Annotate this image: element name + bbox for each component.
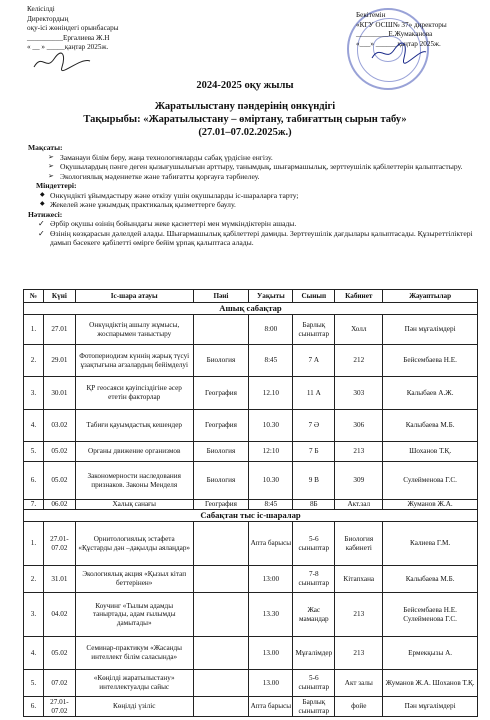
- approval-left-line: оқу-ісі жөніндегі орынбасары: [27, 24, 119, 33]
- table-cell: 05.02: [43, 442, 75, 462]
- table-cell: Калыбаева М.Б.: [383, 566, 478, 593]
- table-row: [24, 315, 478, 345]
- table-cell: 13.00: [249, 670, 293, 697]
- goals-section: [28, 143, 478, 248]
- approval-left-line: __________Ергалиева Ж.Н: [27, 33, 110, 42]
- table-cell: Биология: [193, 462, 249, 500]
- table-row: [24, 462, 478, 500]
- check-bullet-icon: ✓: [38, 228, 45, 238]
- table-cell: География: [193, 500, 249, 510]
- table-row: [24, 500, 478, 510]
- table-cell: 8Б: [293, 500, 335, 510]
- event-dates: (27.01–07.02.2025ж.): [198, 127, 292, 138]
- table-row: [24, 637, 478, 670]
- table-cell: 6.: [24, 697, 44, 717]
- table-cell: 27.01-07.02: [43, 522, 75, 566]
- diamond-bullet-icon: ◆: [40, 191, 45, 198]
- table-cell: 7 Б: [293, 442, 335, 462]
- table-cell: [193, 566, 249, 593]
- table-cell: Акт.зал: [335, 500, 383, 510]
- task-item: ◆ Жекелей және ұжымдық практикалық қызметтерге баулу.: [40, 200, 236, 209]
- table-cell: География: [193, 377, 249, 410]
- table-cell: [193, 670, 249, 697]
- approval-right-line: «___» ______қаңтар 2025ж.: [356, 39, 441, 48]
- event-title: Жаратылыстану пәндерінің онкүндігі: [154, 101, 336, 112]
- table-cell: 213: [335, 637, 383, 670]
- table-cell: Бейсембаева Н.Е.: [383, 345, 478, 377]
- academic-year: 2024-2025 оқу жылы: [196, 80, 294, 91]
- table-cell: Кітапхана: [335, 566, 383, 593]
- table-cell: [193, 637, 249, 670]
- table-cell: «Көңілді жаратылыстану» интеллектуалды сайыс: [75, 670, 193, 697]
- table-cell: 12:10: [249, 442, 293, 462]
- table-row: [24, 670, 478, 697]
- table-cell: 04.02: [43, 593, 75, 637]
- column-header: Пәні: [193, 290, 249, 303]
- table-cell: Пән мұғалімдері: [383, 315, 478, 345]
- table-cell: 12.10: [249, 377, 293, 410]
- document-title: [0, 79, 490, 139]
- tasks-heading: Міндеттері:: [36, 181, 77, 190]
- column-header: Кабинет: [335, 290, 383, 303]
- table-cell: фойе: [335, 697, 383, 717]
- table-cell: Мұғалімдер: [293, 637, 335, 670]
- signature-right-icon: [368, 40, 428, 64]
- table-cell: Калыбаев А.Ж.: [383, 377, 478, 410]
- goal-item: ➢ Экологиялық мәдениетке және табиғатты қорғауға тәрбиелеу.: [48, 171, 260, 181]
- table-cell: 7-8 сыныптар: [293, 566, 335, 593]
- table-cell: Апта барысы: [249, 697, 293, 717]
- table-cell: 7.: [24, 500, 44, 510]
- approval-left-line: « __ » _____қаңтар 2025ж.: [27, 43, 109, 52]
- section-header-row: [24, 303, 478, 315]
- table-cell: Калиева Г.М.: [383, 522, 478, 566]
- table-cell: География: [193, 410, 249, 442]
- table-cell: 06.02: [43, 500, 75, 510]
- table-cell: 303: [335, 377, 383, 410]
- table-row: [24, 442, 478, 462]
- table-cell: Калыбаева М.Б.: [383, 410, 478, 442]
- column-header: №: [24, 290, 44, 303]
- approval-left-line: Келісілді: [27, 5, 55, 13]
- approval-right-line: «КГУ ОСШ№ 37» директоры: [356, 20, 447, 29]
- table-cell: 05.02: [43, 637, 75, 670]
- table-cell: 1.: [24, 315, 44, 345]
- table-cell: Холл: [335, 315, 383, 345]
- table-cell: 03.02: [43, 410, 75, 442]
- table-cell: 5-6 сыныптар: [293, 670, 335, 697]
- table-cell: Семинар-практикум «Жасанды интеллект білім саласында»: [75, 637, 193, 670]
- table-cell: 30.01: [43, 377, 75, 410]
- check-bullet-icon: ✓: [38, 219, 45, 228]
- table-cell: 13.00: [249, 637, 293, 670]
- approval-right-line: Бекітемін: [356, 11, 386, 19]
- table-cell: Биология кабинеті: [335, 522, 383, 566]
- approval-left-block: [27, 5, 119, 53]
- signature-left-icon: [32, 51, 92, 73]
- table-row: [24, 522, 478, 566]
- section-header-row: [24, 510, 478, 522]
- table-row: [24, 410, 478, 442]
- table-cell: 29.01: [43, 345, 75, 377]
- table-cell: 213: [335, 593, 383, 637]
- event-theme: Тақырыбы: «Жаратылыстану – өміртану, табиғаттың сырын табу»: [83, 114, 407, 125]
- table-cell: Халық санағы: [75, 500, 193, 510]
- goal-item: ➢ Заманауи білім беру, жаңа технологияларды сабақ үрдісіне енгізу.: [48, 152, 273, 162]
- table-cell: Жуманов Ж.А. Шоханов Т.Қ.: [383, 670, 478, 697]
- table-cell: [193, 697, 249, 717]
- task-item: ◆ Онкүндікті ұйымдастыру және өткізу үшін оқушыларды іс-шараларға тарту;: [40, 190, 299, 200]
- table-cell: Орнитологиялық эстафета «Құстарды дән –дақылды аялаңдар»: [75, 522, 193, 566]
- table-cell: Жас мамандар: [293, 593, 335, 637]
- table-cell: Биология: [193, 442, 249, 462]
- table-cell: Апта барысы: [249, 522, 293, 566]
- table-cell: [193, 315, 249, 345]
- table-cell: 7 А: [293, 345, 335, 377]
- table-cell: 27.01: [43, 315, 75, 345]
- table-cell: 9 В: [293, 462, 335, 500]
- diamond-bullet-icon: ◆: [40, 201, 45, 207]
- table-cell: 07.02: [43, 670, 75, 697]
- table-cell: Көңілді үзіліс: [75, 697, 193, 717]
- table-cell: Коучинг «Тылым адамды таныртады, адам ғылымды дамытады»: [75, 593, 193, 637]
- table-cell: 212: [335, 345, 383, 377]
- table-cell: Бейсембаева Н.Е. Сулейменова Г.С.: [383, 593, 478, 637]
- table-header-row: [24, 290, 478, 303]
- table-cell: 05.02: [43, 462, 75, 500]
- table-cell: 6.: [24, 462, 44, 500]
- table-cell: 2.: [24, 566, 44, 593]
- table-cell: Барлық сыныптар: [293, 697, 335, 717]
- table-cell: 10.30: [249, 410, 293, 442]
- results-heading: Нәтижесі:: [28, 209, 63, 219]
- table-cell: 2.: [24, 345, 44, 377]
- table-cell: 10.30: [249, 462, 293, 500]
- column-header: Сынып: [293, 290, 335, 303]
- section-title: Ашық сабақтар: [24, 303, 478, 315]
- table-cell: 309: [335, 462, 383, 500]
- column-header: Күні: [43, 290, 75, 303]
- table-cell: Сулейменова Г.С.: [383, 462, 478, 500]
- table-row: [24, 377, 478, 410]
- result-item: ✓ Өзінің көзқарасын дәлелдей алады. Шығармашылық қабілеттері дамиды. Зерттеушілік дағдылары қалыптасады. Құзыреттіліктері дамып бәсекеге қабілетті өмірге бейім ұрпақ қалыптаса алады.: [38, 228, 473, 247]
- table-cell: 11 А: [293, 377, 335, 410]
- table-cell: 31.01: [43, 566, 75, 593]
- section-title: Сабақтан тыс іс-шаралар: [24, 510, 478, 522]
- table-cell: 27.01-07.02: [43, 697, 75, 717]
- table-row: [24, 566, 478, 593]
- goals-heading: Мақсаты:: [28, 143, 63, 152]
- arrow-bullet-icon: ➢: [48, 162, 54, 170]
- table-cell: 5-6 сыныптар: [293, 522, 335, 566]
- table-cell: ҚР геосаяси қауіпсіздігіне әсер ететін факторлар: [75, 377, 193, 410]
- approval-right-line: _________Е.Жумаканова: [356, 30, 433, 39]
- table-cell: 5.: [24, 670, 44, 697]
- table-cell: 8:45: [249, 345, 293, 377]
- arrow-bullet-icon: ➢: [48, 171, 54, 180]
- table-row: [24, 697, 478, 717]
- table-cell: Жуманов Ж.А.: [383, 500, 478, 510]
- table-cell: 8:00: [249, 315, 293, 345]
- table-cell: Акт залы: [335, 670, 383, 697]
- table-cell: Закономерности наследования признаков. Законы Менделя: [75, 462, 193, 500]
- table-cell: 1.: [24, 522, 44, 566]
- table-cell: 4.: [24, 637, 44, 670]
- table-cell: 7 Ә: [293, 410, 335, 442]
- table-cell: 5.: [24, 442, 44, 462]
- table-cell: Экологиялық акция «Қызыл кітап беттерінен»: [75, 566, 193, 593]
- table-cell: Шоханов Т.Қ.: [383, 442, 478, 462]
- table-cell: 4.: [24, 410, 44, 442]
- table-cell: [193, 593, 249, 637]
- table-cell: Фотопериодизм күннің жарық түсуі ұзақтығына ағзалардың бейімделуі: [75, 345, 193, 377]
- table-cell: Пән мұғалімдері: [383, 697, 478, 717]
- table-cell: 13.30: [249, 593, 293, 637]
- table-row: [24, 345, 478, 377]
- table-cell: Органы движение организмов: [75, 442, 193, 462]
- event-plan-table: [23, 289, 478, 717]
- table-cell: Онкүндіктің ашылу жұмысы, жоспарымен таныстыру: [75, 315, 193, 345]
- table-cell: [193, 522, 249, 566]
- table-cell: 8:45: [249, 500, 293, 510]
- column-header: Жауаптылар: [383, 290, 478, 303]
- table-cell: Барлық сыныптар: [293, 315, 335, 345]
- column-header: Іс-шара атауы: [75, 290, 193, 303]
- table-cell: 3.: [24, 593, 44, 637]
- table-cell: 3.: [24, 377, 44, 410]
- table-cell: 13:00: [249, 566, 293, 593]
- table-cell: Биология: [193, 345, 249, 377]
- column-header: Уақыты: [249, 290, 293, 303]
- table-row: [24, 593, 478, 637]
- approval-left-line: Директордың: [27, 14, 69, 23]
- arrow-bullet-icon: ➢: [48, 152, 54, 161]
- table-cell: 306: [335, 410, 383, 442]
- table-cell: Ермекқызы А.: [383, 637, 478, 670]
- table-cell: 213: [335, 442, 383, 462]
- goal-item: ➢ Оқушылардың пәнге деген қызығушылығын арттыру, танымдық, шығармашылық, зерттеушілік қабілеттерін қалыптастыру.: [48, 162, 463, 171]
- result-item: ✓ Әрбір оқушы өзінің бойындағы жеке қасиеттері мен мүмкіндіктерін ашады.: [38, 219, 297, 228]
- table-cell: Табиғи қауымдастық кешендер: [75, 410, 193, 442]
